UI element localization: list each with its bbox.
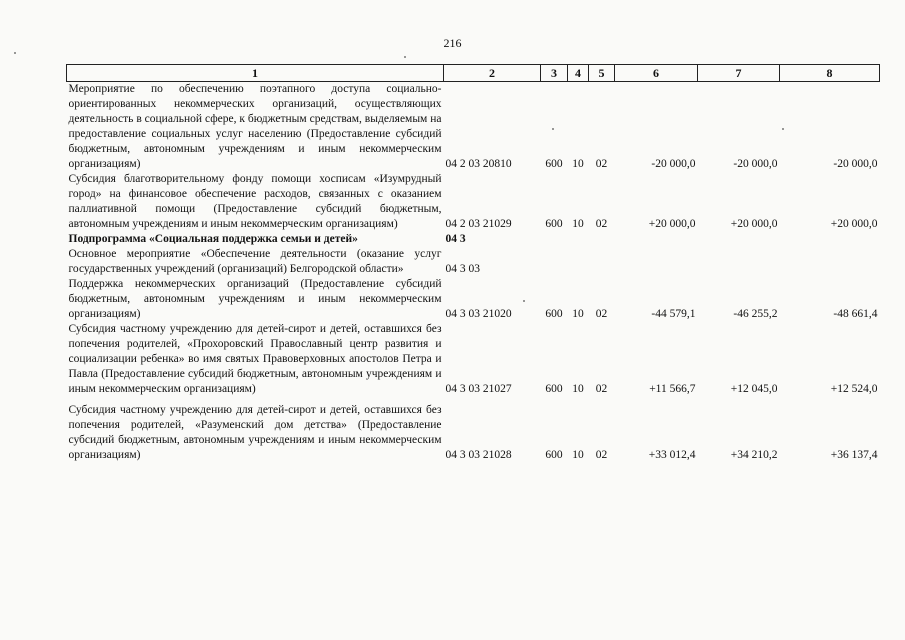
row-amount-col-7: +12 045,0 [730,383,778,395]
table-body [67,82,880,464]
scan-speck [404,56,406,58]
table-row [67,232,880,247]
row-col-3: 600 [545,158,563,170]
table-row [67,247,880,277]
scan-speck [14,52,16,54]
row-amount-col-8 [780,247,880,277]
row-amount-col-7: +20 000,0 [730,218,778,230]
row-classification-code: 04 3 03 [445,263,480,275]
row-classification-code: 04 3 [445,233,466,245]
row-amount-col-6: -44 579,1 [651,308,696,320]
row-amount-col-7 [698,247,780,277]
row-col-5: 02 [595,449,608,461]
row-col-3 [541,232,568,247]
table-row [67,277,880,322]
row-col-4 [568,232,589,247]
table-row [67,172,880,232]
row-description: Субсидия благотворительному фонду помощи хосписам «Изумрудный город» на финансовое обеспечение расходов, связанных с оказанием паллиативной помощи (Предоставление субсидий бюджетным, автономным учреждениям и иным некоммерческим организациям) [68,173,442,230]
row-col-5: 02 [595,308,608,320]
row-amount-col-8: +36 137,4 [830,449,878,461]
row-classification-code: 04 2 03 20810 [445,158,512,170]
row-col-5 [589,247,615,277]
row-amount-col-6 [615,232,698,247]
row-classification-code: 04 3 03 21028 [445,449,512,461]
row-description: Основное мероприятие «Обеспечение деятельности (оказание услуг государственных учреждений (организаций) Белгородской области» [68,248,442,275]
row-amount-col-7: +34 210,2 [730,449,778,461]
row-classification-code: 04 3 03 21020 [445,308,512,320]
header-col-5: 5 [589,65,615,82]
row-col-3 [541,247,568,277]
header-col-4: 4 [568,65,589,82]
row-description: Субсидия частному учреждению для детей-сирот и детей, оставшихся без попечения родителей, «Разуменский дом детства» (Предоставление субсидий бюджетным, автономным учреждениям и иным некоммерческим организациям) [68,404,442,461]
table-row [67,82,880,173]
row-col-3: 600 [545,449,563,461]
table-row [67,403,880,463]
row-amount-col-6: +20 000,0 [648,218,696,230]
scan-speck [782,128,784,130]
scan-speck [523,300,525,302]
row-description: Субсидия частному учреждению для детей-сирот и детей, оставшихся без попечения родителей, «Прохоровский Православный центр развития и социализации ребенка» во имя святых Правоверховных апостолов Петра и Павла (Предоставление субсидий бюджетным, автономным учреждениям и иным некоммерческим организациям) [68,323,442,395]
row-amount-col-8: +20 000,0 [830,218,878,230]
row-amount-col-6: -20 000,0 [651,158,696,170]
row-amount-col-8: -20 000,0 [833,158,878,170]
row-col-5 [589,232,615,247]
budget-table [66,64,880,463]
row-col-4: 10 [572,449,584,461]
row-amount-col-6: +33 012,4 [648,449,696,461]
row-amount-col-7: -20 000,0 [733,158,778,170]
header-col-7: 7 [698,65,780,82]
row-col-4: 10 [572,218,584,230]
header-col-3: 3 [541,65,568,82]
page-number: 216 [443,36,462,50]
row-amount-col-8: +12 524,0 [830,383,878,395]
row-classification-code: 04 3 03 21027 [445,383,512,395]
row-col-4 [568,247,589,277]
row-description: Поддержка некоммерческих организаций (Предоставление субсидий бюджетным, автономным учреждениям и иным некоммерческим организациям) [68,278,442,320]
row-amount-col-8 [780,232,880,247]
row-col-3: 600 [545,308,563,320]
row-amount-col-8: -48 661,4 [833,308,878,320]
row-col-4: 10 [572,383,584,395]
table-header-row [67,65,880,82]
row-amount-col-7: -46 255,2 [733,308,778,320]
row-col-4: 10 [572,158,584,170]
row-amount-col-7 [698,232,780,247]
row-classification-code: 04 2 03 21029 [445,218,512,230]
header-col-2: 2 [444,65,541,82]
header-col-6: 6 [615,65,698,82]
scan-speck [552,128,554,130]
row-col-3: 600 [545,383,563,395]
row-col-3: 600 [545,218,563,230]
row-amount-col-6 [615,247,698,277]
row-col-5: 02 [595,383,608,395]
row-amount-col-6: +11 566,7 [649,383,696,395]
table-row [67,322,880,397]
header-col-1: 1 [67,65,444,82]
row-col-5: 02 [595,158,608,170]
row-col-4: 10 [572,308,584,320]
row-col-5: 02 [595,218,608,230]
row-description: Мероприятие по обеспечению поэтапного доступа социально-ориентированных некоммерческих организаций, осуществляющих деятельность в социальной сфере, к бюджетным средствам, выделяемым на предоставление социальных услуг населению (Предоставление субсидий бюджетным, автономным учреждениям и иным некоммерческим организациям) [68,83,442,170]
row-description: Подпрограмма «Социальная поддержка семьи и детей» [68,233,358,245]
header-col-8: 8 [780,65,880,82]
